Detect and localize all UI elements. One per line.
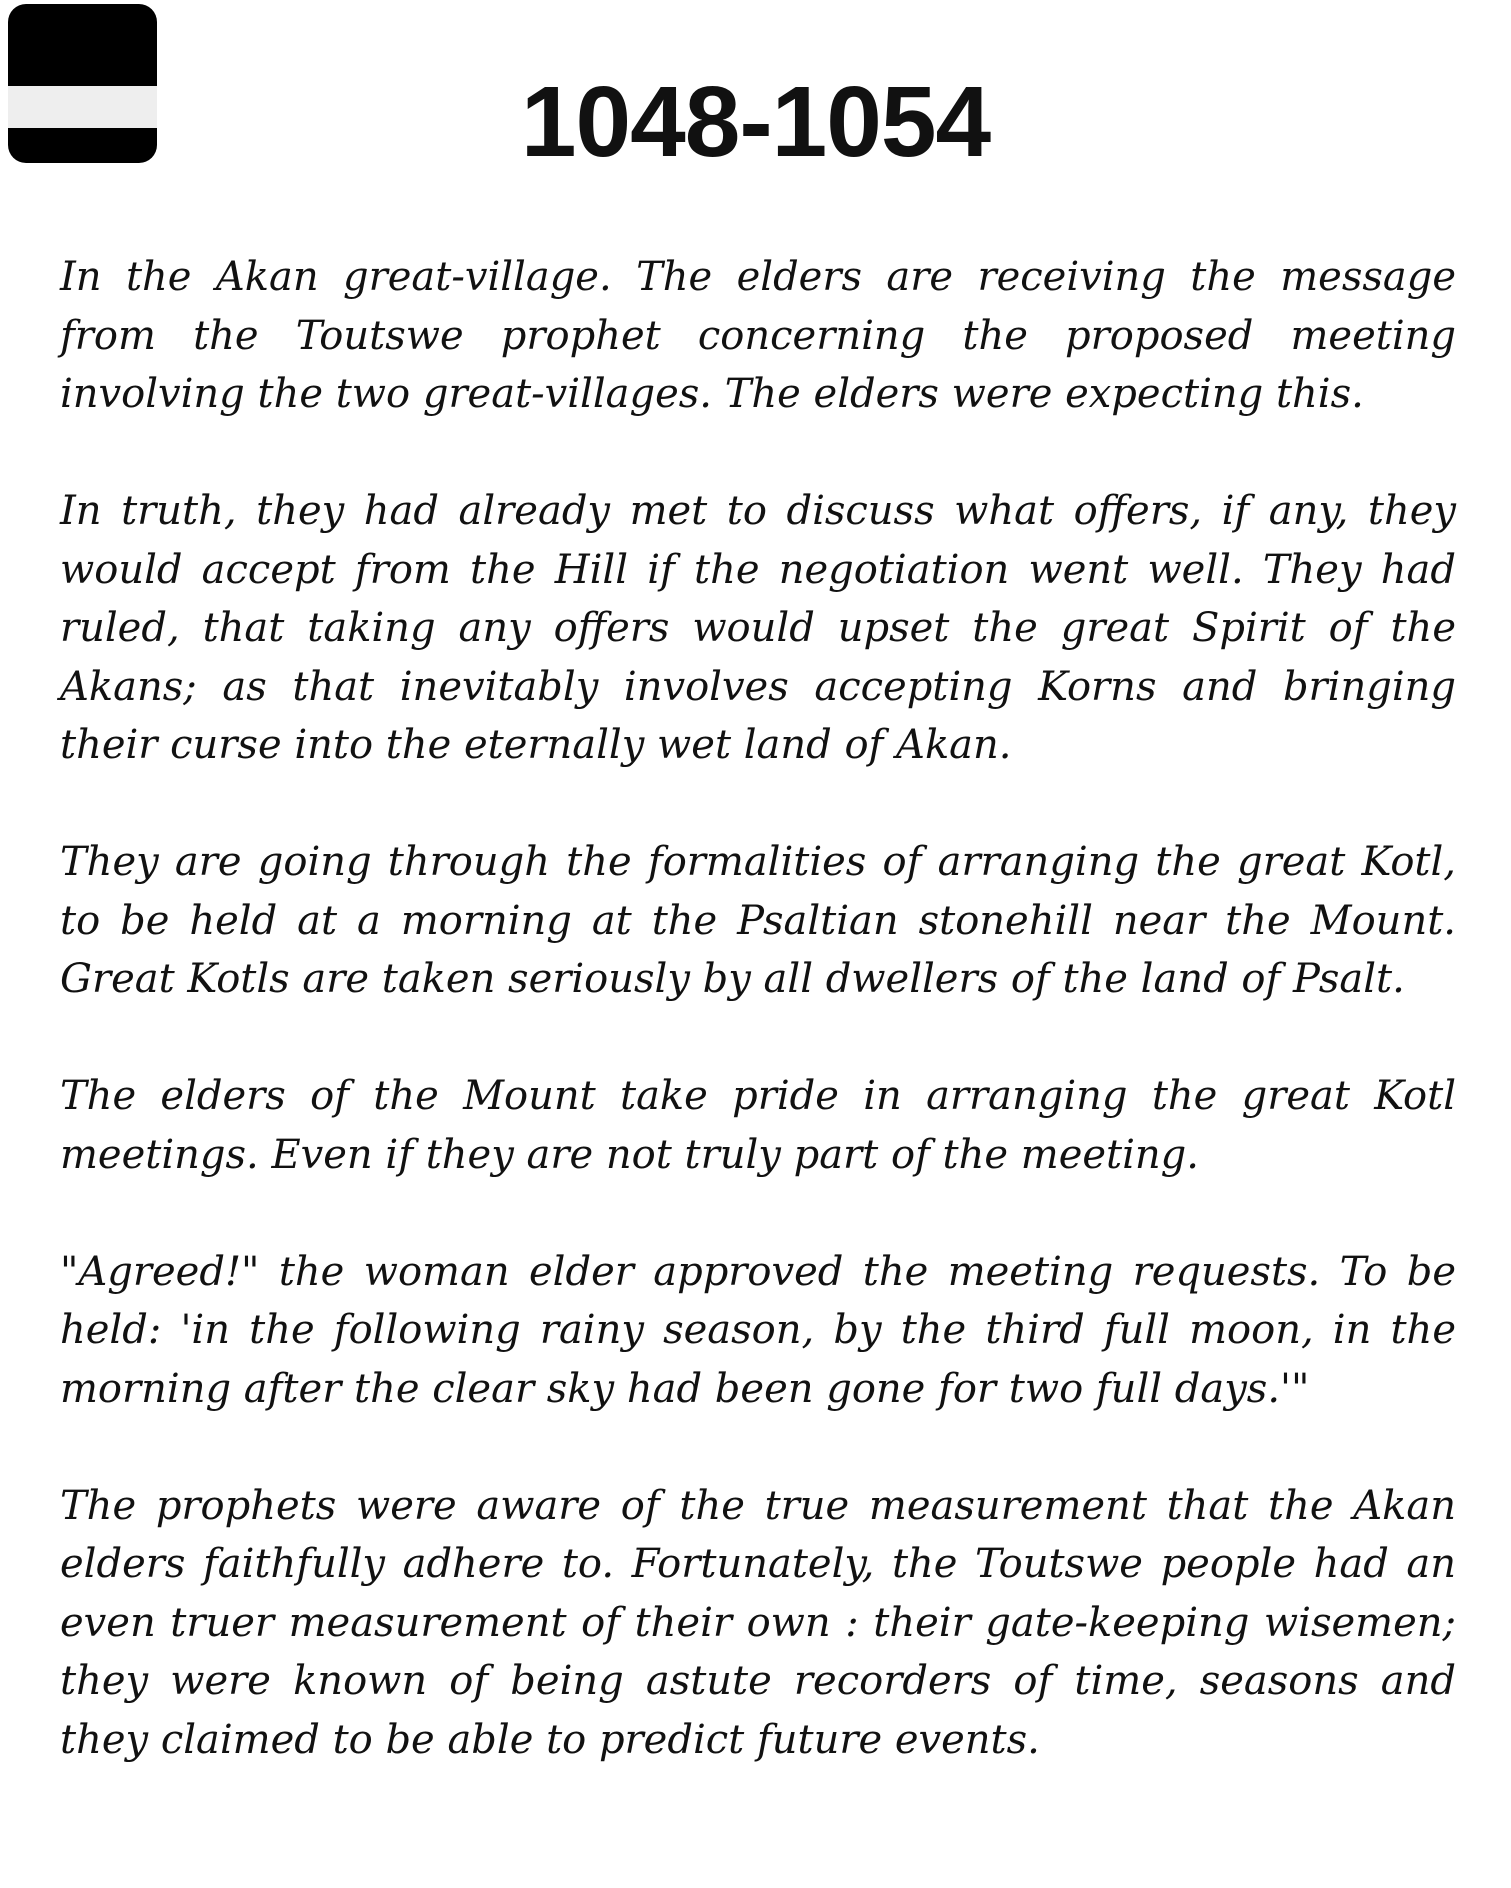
paragraph-2: In truth, they had already met to discuss what offers, if any, they would accept from the Hill if the negotiation went well. They had ruled, that taking any offers would upset the great Spirit of the Akans; as that inevitably involves accepting Korns and bringing their curse into the eternally wet land of Akan. bbox=[60, 488, 1456, 768]
paragraph-5: "Agreed!" the woman elder approved the meeting requests. To be held: 'in the following rainy season, by the third full moon, in the morning after the clear sky had been gone for two full days.'" bbox=[60, 1248, 1456, 1412]
document-body bbox=[60, 248, 1456, 1828]
paragraph-4: The elders of the Mount take pride in arranging the great Kotl meetings. Even if they are not truly part of the meeting. bbox=[60, 1073, 1456, 1178]
paragraph-6: The prophets were aware of the true measurement that the Akan elders faithfully adhere to. Fortunately, the Toutswe people had an even truer measurement of their own : their gate-keeping wisemen; they were known of being astute recorders of time, seasons and they claimed to be able to predict future events. bbox=[60, 1482, 1456, 1763]
page-title: 1048-1054 bbox=[520, 66, 991, 178]
paragraph-3: They are going through the formalities of arranging the great Kotl, to be held at a morning at the Psaltian stonehill near the Mount. Great Kotls are taken seriously by all dwellers of the land of Psalt. bbox=[60, 839, 1456, 1002]
paragraph-1: In the Akan great-village. The elders are receiving the message from the Toutswe prophet concerning the proposed meeting involving the two great-villages. The elders were expecting this. bbox=[60, 254, 1456, 417]
